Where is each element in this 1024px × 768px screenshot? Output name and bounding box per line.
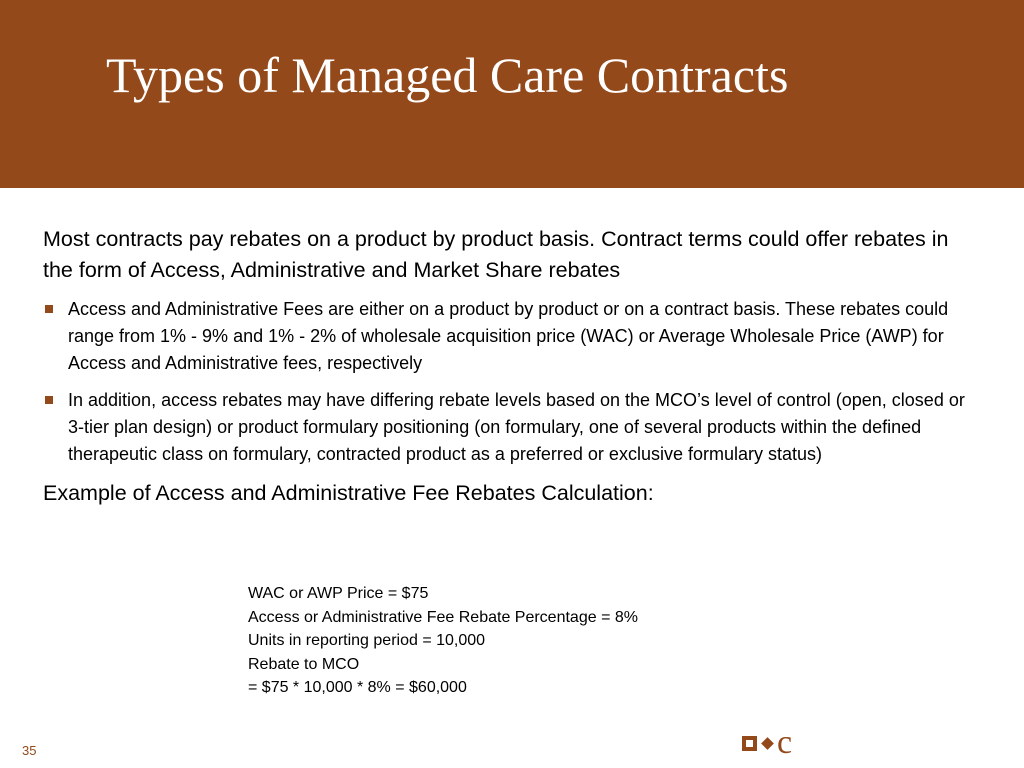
title-banner — [0, 0, 1024, 188]
square-bullet-icon — [45, 305, 53, 313]
bullet-text: In addition, access rebates may have differing rebate levels based on the MCO’s level of control (open, closed or 3-tier plan design) or product formulary positioning (on formulary, one of several products within the defined therapeutic class on formulary, contracted product as a preferred or exclusive formulary status) — [68, 390, 965, 464]
square-icon — [742, 736, 757, 751]
bullet-list — [43, 296, 983, 468]
calculation-line: Units in reporting period = 10,000 — [248, 632, 486, 649]
logo — [742, 724, 793, 761]
page-number: 35 — [22, 743, 37, 758]
square-bullet-icon — [45, 396, 53, 404]
calculation-block — [248, 582, 638, 700]
example-heading: Example of Access and Administrative Fee Rebates Calculation: — [43, 481, 654, 505]
slide-title: Types of Managed Care Contracts — [106, 47, 789, 103]
bullet-text: Access and Administrative Fees are either on a product by product or on a contract basis. These rebates could range from 1% - 9% and 1% - 2% of wholesale acquisition price (WAC) or Average Wholesale Price (AWP) for Access and Administrative fees, respectively — [68, 299, 949, 373]
calculation-line: Rebate to MCO — [248, 655, 360, 673]
calculation-line: = $75 * 10,000 * 8% = $60,000 — [248, 679, 467, 696]
diamond-icon — [761, 737, 774, 750]
intro-paragraph: Most contracts pay rebates on a product by product basis. Contract terms could offer rebates in the form of Access, Administrative and Market Share rebates — [43, 227, 949, 282]
slide-body — [43, 224, 983, 509]
bullet-item — [43, 387, 983, 468]
bullet-item — [43, 296, 983, 377]
calculation-line: Access or Administrative Fee Rebate Percentage = 8% — [248, 608, 638, 626]
calculation-line: WAC or AWP Price = $75 — [248, 585, 429, 602]
logo-letter: c — [777, 724, 793, 761]
